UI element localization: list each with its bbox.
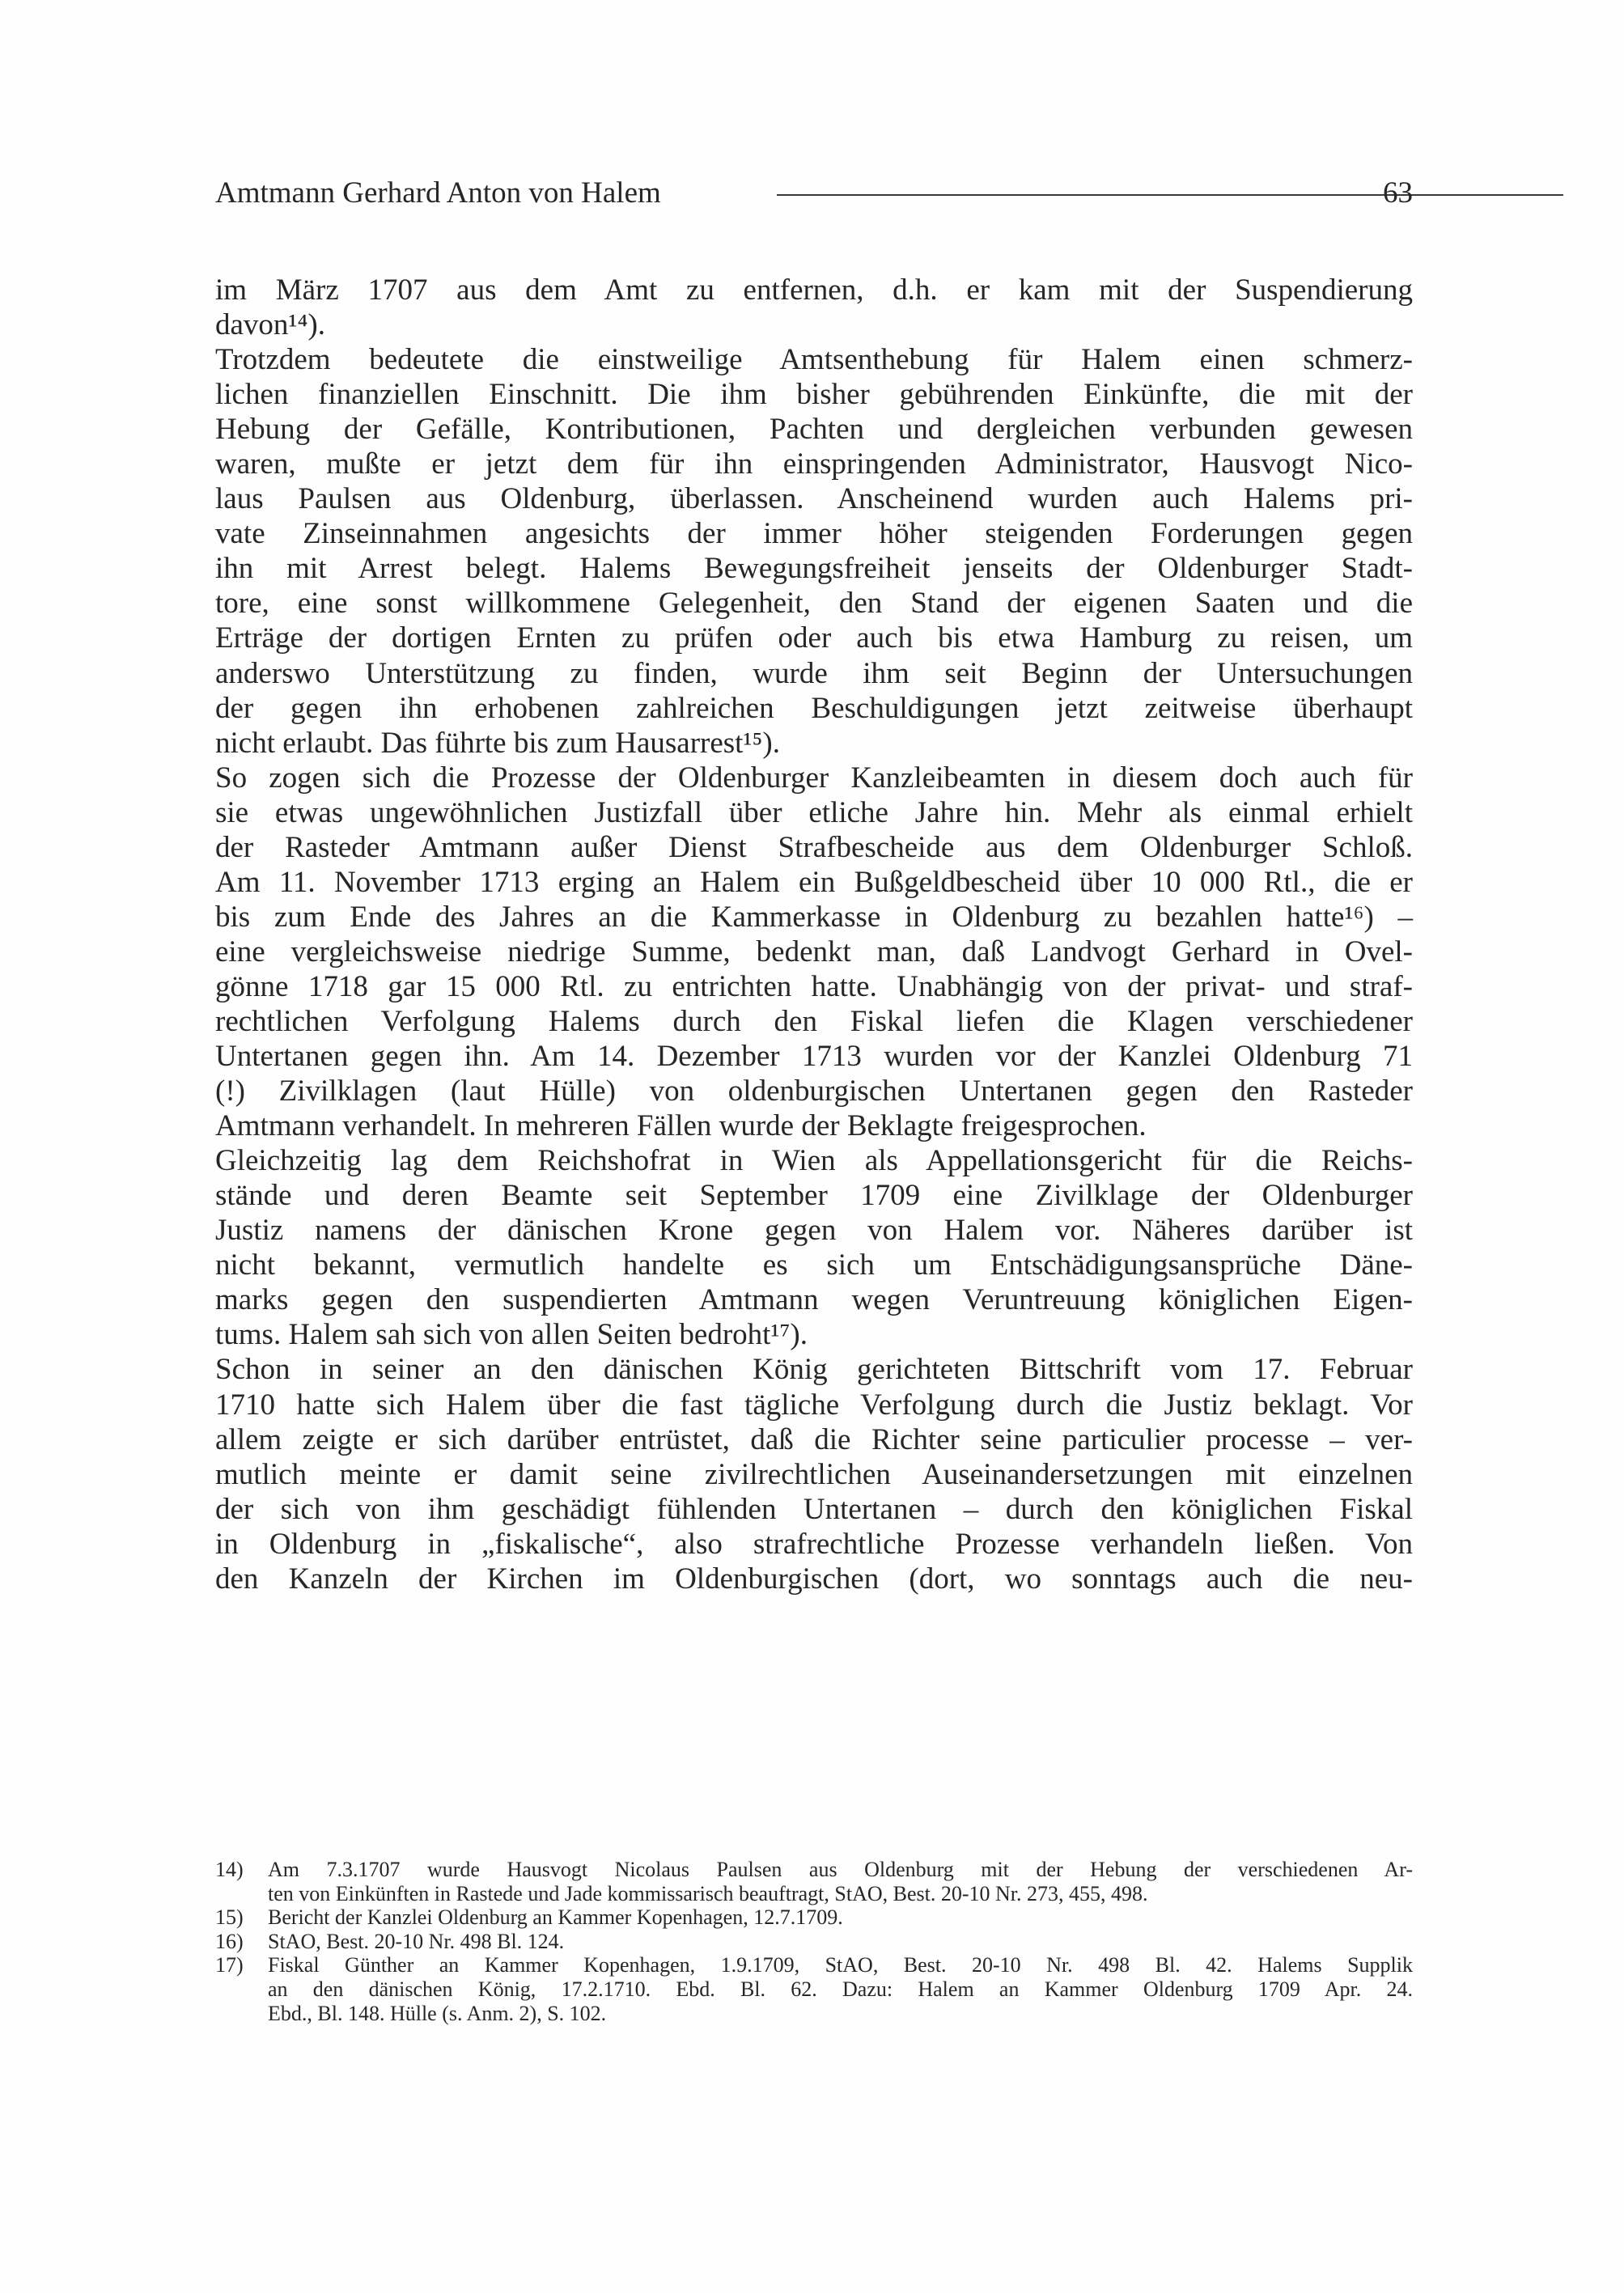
text-line: bis zum Ende des Jahres an die Kammerkasse in Oldenburg zu bezahlen hatte¹⁶) –: [215, 900, 1413, 934]
text-line: in Oldenburg in „fiskalische“, also strafrechtliche Prozesse verhandeln ließen. Von: [215, 1527, 1413, 1561]
text-line: laus Paulsen aus Oldenburg, überlassen. Anscheinend wurden auch Halems pri-: [215, 482, 1413, 516]
text-line: rechtlichen Verfolgung Halems durch den Fiskal liefen die Klagen verschiedener: [215, 1004, 1413, 1038]
footnote: [215, 1905, 1413, 1930]
footnote-number: 16): [215, 1929, 244, 1953]
text-line: tore, eine sonst willkommene Gelegenheit, den Stand der eigenen Saaten und die: [215, 587, 1413, 621]
footnote-text: [268, 1953, 1413, 2025]
text-line: anderswo Unterstützung zu finden, wurde ihm seit Beginn der Untersuchungen: [215, 656, 1413, 690]
text-line: Untertanen gegen ihn. Am 14. Dezember 1713 wurden vor der Kanzlei Oldenburg 71: [215, 1040, 1413, 1074]
text-line: Schon in seiner an den dänischen König gerichteten Bittschrift vom 17. Februar: [215, 1353, 1413, 1387]
page-number: 63: [1383, 176, 1413, 210]
text-line: allem zeigte er sich darüber entrüstet, daß die Richter seine particulier processe – ver-: [215, 1422, 1413, 1456]
text-line: So zogen sich die Prozesse der Oldenburger Kanzleibeamten in diesem doch auch für: [215, 761, 1413, 795]
text-line: der gegen ihn erhobenen zahlreichen Beschuldigungen jetzt zeitweise überhaupt: [215, 691, 1413, 725]
footnote-number: 17): [215, 1953, 244, 1977]
text-line: Erträge der dortigen Ernten zu prüfen oder auch bis etwa Hamburg zu reisen, um: [215, 621, 1413, 655]
footnote: [215, 1930, 1413, 1954]
footnote-line: Fiskal Günther an Kammer Kopenhagen, 1.9.1709, StAO, Best. 20-10 Nr. 498 Bl. 42. Halems Supplik: [268, 1953, 1413, 1977]
text-line: Am 11. November 1713 erging an Halem ein Bußgeldbescheid über 10 000 Rtl., die er: [215, 865, 1413, 899]
text-line: sie etwas ungewöhnlichen Justizfall über etliche Jahre hin. Mehr als einmal erhielt: [215, 795, 1413, 829]
footnotes: [215, 1858, 1413, 2025]
text-line: davon¹⁴).: [215, 308, 325, 342]
footnote-number: 15): [215, 1905, 244, 1930]
text-line: Amtmann verhandelt. In mehreren Fällen wurde der Beklagte freigesprochen.: [215, 1109, 1147, 1143]
text-line: Hebung der Gefälle, Kontributionen, Pachten und dergleichen verbunden gewesen: [215, 413, 1413, 447]
text-line: lichen finanziellen Einschnitt. Die ihm bisher gebührenden Einkünfte, die mit der: [215, 378, 1413, 412]
text-line: nicht bekannt, vermutlich handelte es sich um Entschädigungsansprüche Däne-: [215, 1248, 1413, 1282]
running-title: Amtmann Gerhard Anton von Halem: [215, 176, 661, 210]
text-line: gönne 1718 gar 15 000 Rtl. zu entrichten hatte. Unabhängig von der privat- und straf-: [215, 969, 1413, 1003]
running-header: [215, 173, 1413, 214]
footnote-number: 14): [215, 1858, 244, 1881]
footnote-line: ten von Einkünften in Rastede und Jade kommissarisch beauftragt, StAO, Best. 20-10 Nr. 273, 455, 498.: [268, 1881, 1148, 1905]
footnote-text: [268, 1930, 1413, 1954]
main-text: [215, 273, 1413, 1596]
footnote-line: Ebd., Bl. 148. Hülle (s. Anm. 2), S. 102.: [268, 2001, 607, 2025]
text-line: der sich von ihm geschädigt fühlenden Untertanen – durch den königlichen Fiskal: [215, 1492, 1413, 1526]
footnote-line: Am 7.3.1707 wurde Hausvogt Nicolaus Paulsen aus Oldenburg mit der Hebung der verschiedenen Ar-: [268, 1858, 1413, 1881]
footnote-text: [268, 1858, 1413, 1905]
text-line: im März 1707 aus dem Amt zu entfernen, d.h. er kam mit der Suspendierung: [215, 273, 1413, 307]
text-line: ihn mit Arrest belegt. Halems Bewegungsfreiheit jenseits der Oldenburger Stadt-: [215, 552, 1413, 586]
header-rule: [777, 194, 1563, 196]
text-line: Gleichzeitig lag dem Reichshofrat in Wien als Appellationsgericht für die Reichs-: [215, 1144, 1413, 1178]
text-line: (!) Zivilklagen (laut Hülle) von oldenburgischen Untertanen gegen den Rasteder: [215, 1074, 1413, 1108]
footnote: [215, 1953, 1413, 2025]
text-line: marks gegen den suspendierten Amtmann wegen Veruntreuung königlichen Eigen-: [215, 1283, 1413, 1317]
text-line: 1710 hatte sich Halem über die fast tägliche Verfolgung durch die Justiz beklagt. Vor: [215, 1388, 1413, 1422]
text-line: eine vergleichsweise niedrige Summe, bedenkt man, daß Landvogt Gerhard in Ovel-: [215, 935, 1413, 968]
footnote: [215, 1858, 1413, 1905]
text-line: Justiz namens der dänischen Krone gegen von Halem vor. Näheres darüber ist: [215, 1214, 1413, 1248]
text-line: vate Zinseinnahmen angesichts der immer höher steigenden Forderungen gegen: [215, 517, 1413, 551]
text-line: tums. Halem sah sich von allen Seiten bedroht¹⁷).: [215, 1318, 808, 1352]
text-line: stände und deren Beamte seit September 1709 eine Zivilklage der Oldenburger: [215, 1179, 1413, 1213]
text-line: waren, mußte er jetzt dem für ihn einspringenden Administrator, Hausvogt Nico-: [215, 447, 1413, 481]
footnote-line: Bericht der Kanzlei Oldenburg an Kammer Kopenhagen, 12.7.1709.: [268, 1905, 843, 1930]
text-line: Trotzdem bedeutete die einstweilige Amtsenthebung für Halem einen schmerz-: [215, 343, 1413, 377]
text-line: den Kanzeln der Kirchen im Oldenburgischen (dort, wo sonntags auch die neu-: [215, 1562, 1413, 1596]
text-line: der Rasteder Amtmann außer Dienst Strafbescheide aus dem Oldenburger Schloß.: [215, 830, 1413, 864]
text-line: mutlich meinte er damit seine zivilrechtlichen Auseinandersetzungen mit einzelnen: [215, 1457, 1413, 1491]
footnote-line: an den dänischen König, 17.2.1710. Ebd. Bl. 62. Dazu: Halem an Kammer Oldenburg 1709 Apr. 24.: [268, 1977, 1413, 2001]
footnote-line: StAO, Best. 20-10 Nr. 498 Bl. 124.: [268, 1929, 565, 1953]
text-line: nicht erlaubt. Das führte bis zum Hausarrest¹⁵).: [215, 726, 780, 760]
footnote-text: [268, 1905, 1413, 1930]
